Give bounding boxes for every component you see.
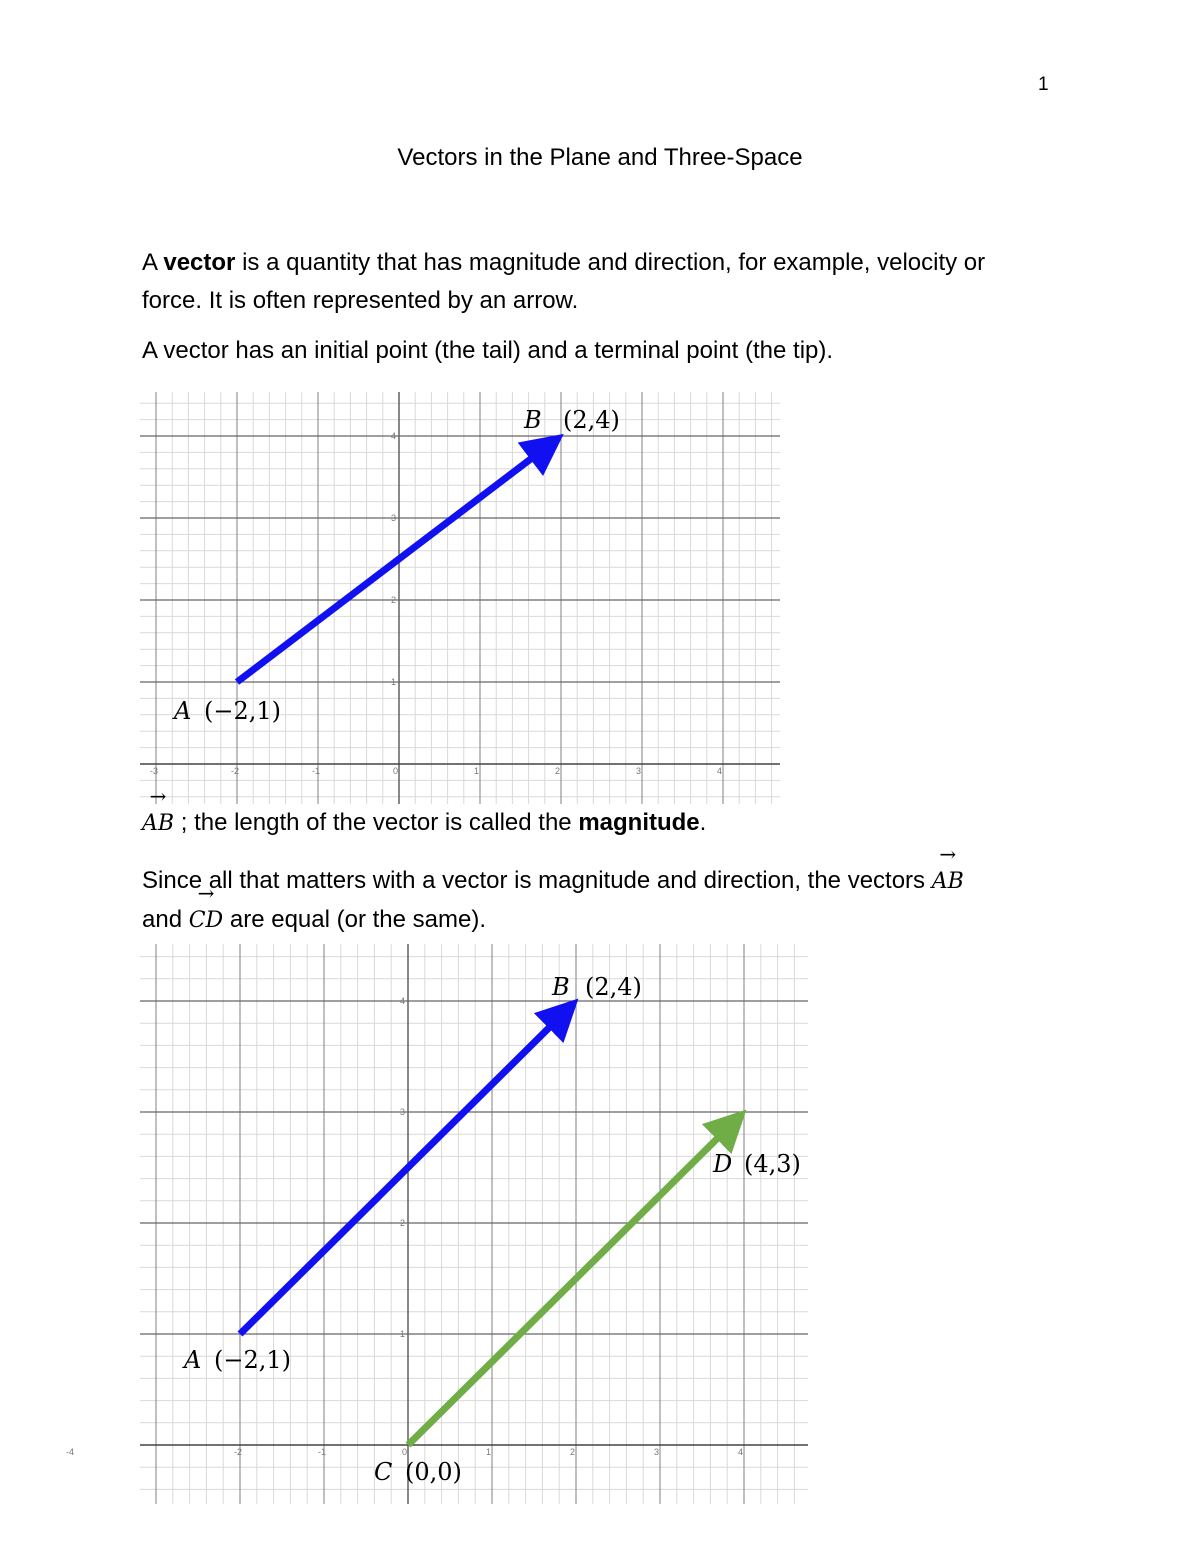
x-tick-label: 1 [474,766,480,776]
definition-prefix: A [142,249,164,276]
label-a2-name: A [184,1346,202,1374]
y-tick-label: 4 [391,431,397,441]
x-tick-label: 4 [738,1447,744,1457]
label-a-name: A [174,697,192,725]
page-title: Vectors in the Plane and Three-Space [397,144,803,171]
x-tick-label: -2 [234,1447,243,1457]
label-c-coord: (0,0) [405,1458,462,1486]
label-a-coord: (−2,1) [204,697,282,725]
vector-ab [237,444,550,682]
vector-cd [408,1122,734,1445]
equality-and: and [142,906,189,933]
label-b-coord: (2,4) [563,406,620,434]
x-tick-label: -4 [66,1447,75,1457]
vector-ab-2 [240,1011,566,1334]
magnitude-end: . [699,809,707,836]
figure-1-graph [140,392,780,804]
page-number: 1 [1038,74,1049,95]
label-d-coord: (4,3) [744,1150,801,1178]
y-tick-label: 3 [400,1107,406,1117]
x-tick-label: 0 [393,766,399,776]
x-tick-label: -3 [150,766,159,776]
x-tick-label: 0 [402,1447,408,1457]
label-d-name: D [713,1150,733,1178]
term-magnitude: magnitude [578,809,700,836]
equality-sentence [142,862,964,940]
y-tick-label: 1 [400,1329,406,1339]
magnitude-sentence [142,804,706,843]
definition-line1: is a quantity that has magnitude and direction, for example, velocity or [235,249,986,276]
x-tick-label: 3 [654,1447,660,1457]
x-tick-label: 2 [555,766,561,776]
label-a2-coord: (−2,1) [214,1346,292,1374]
y-tick-label: 3 [391,513,397,523]
tick-labels-2 [66,996,743,1457]
grid-1 [140,392,780,804]
points-sentence: A vector has an initial point (the tail) and a terminal point (the tip). [142,337,834,364]
label-b2-coord: (2,4) [585,973,642,1001]
x-tick-label: 3 [636,766,642,776]
x-tick-label: 2 [570,1447,576,1457]
x-tick-label: -1 [312,766,321,776]
vector-ab-notation: → AB [142,805,174,843]
x-tick-label: -2 [231,766,240,776]
vector-ab-notation-2: → AB [932,863,964,901]
figure-2-graph [66,944,808,1504]
y-tick-label: 2 [391,595,397,605]
label-c-name: C [374,1458,393,1486]
term-vector: vector [163,249,236,276]
vector-cd-notation: → CD [189,902,223,940]
y-tick-label: 1 [391,677,397,687]
x-tick-label: -1 [318,1447,327,1457]
label-b-name: B [524,406,542,434]
x-tick-label: 4 [717,766,723,776]
equality-line1: Since all that matters with a vector is magnitude and direction, the vectors [142,867,932,894]
definition-line2: force. It is often represented by an arrow. [142,287,579,314]
grid-2 [140,944,808,1504]
equality-end: are equal (or the same). [223,906,486,933]
vector-definition [142,244,985,320]
y-tick-label: 2 [400,1218,406,1228]
x-tick-label: 1 [486,1447,492,1457]
magnitude-text: ; the length of the vector is called the [174,809,579,836]
y-tick-label: 4 [400,996,406,1006]
label-b2-name: B [552,973,570,1001]
